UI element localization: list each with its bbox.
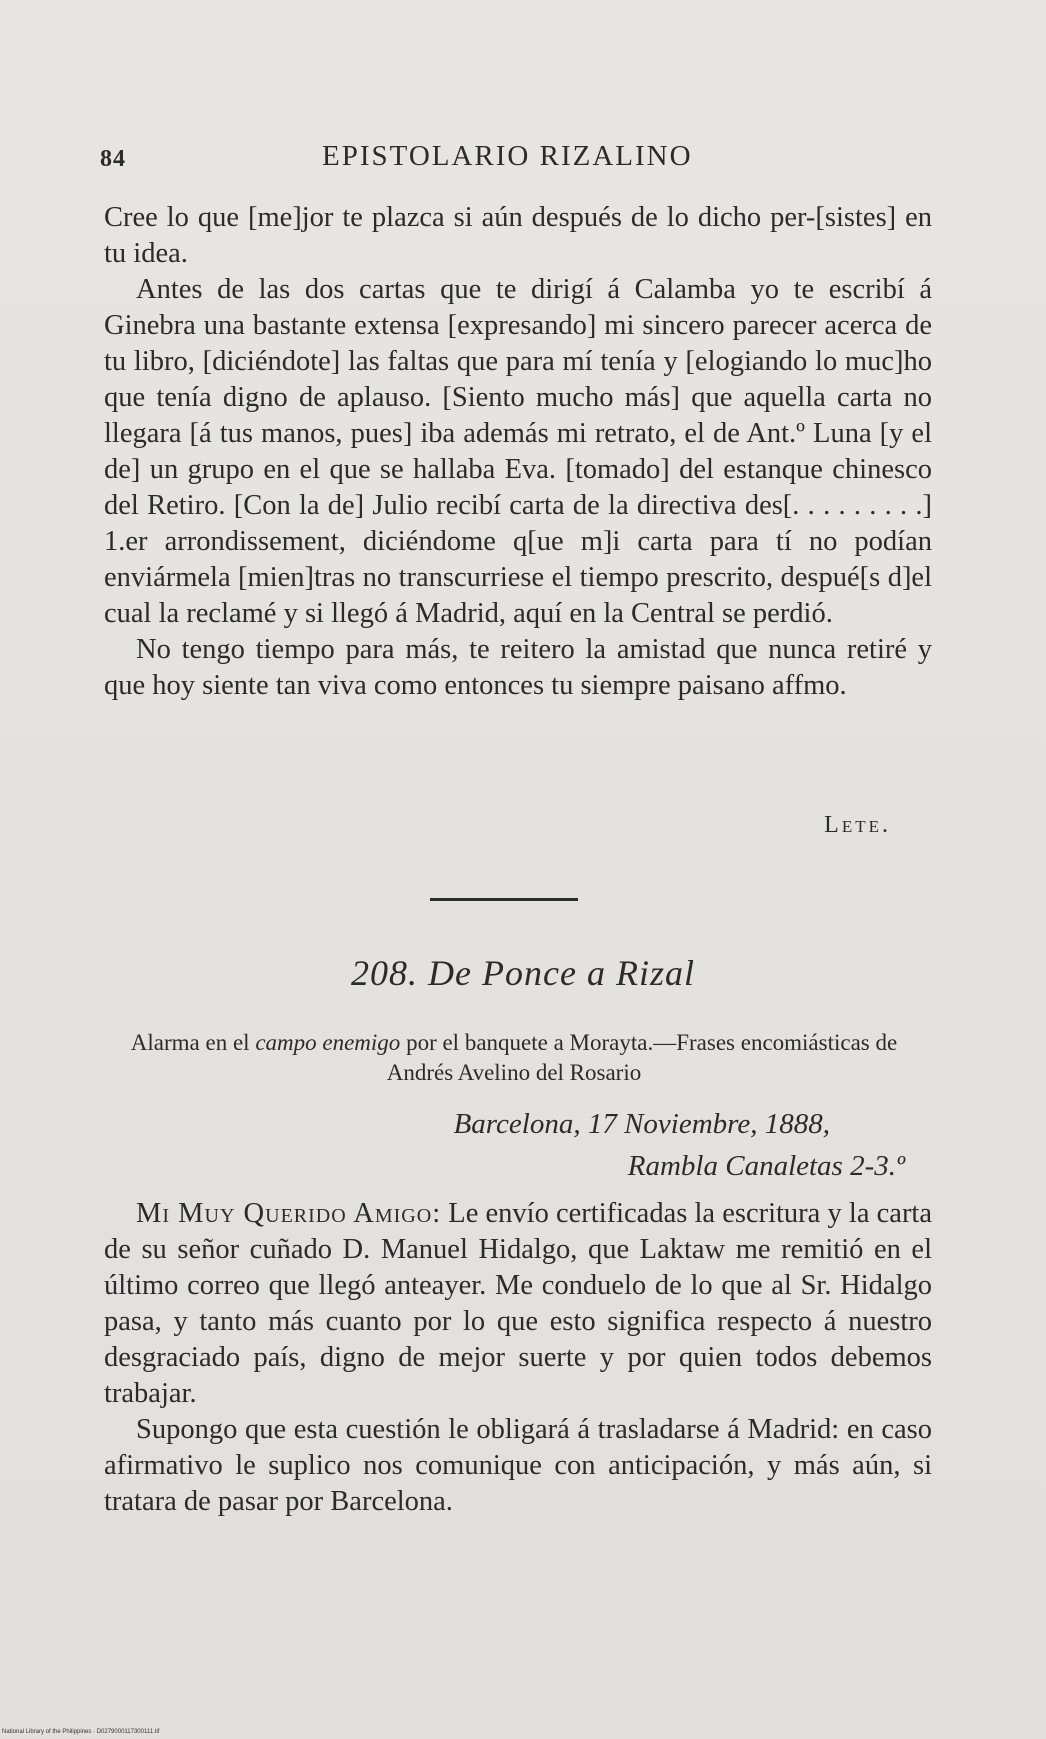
paragraph: Cree lo que [me]jor te plazca si aún después de lo dicho per-[sistes] en tu idea.	[104, 202, 932, 269]
paragraph: No tengo tiempo para más, te reitero la amistad que nunca retiré y que hoy siente tan viva como entonces tu siempre paisano affmo.	[104, 634, 932, 701]
summary-text: Alarma en el	[130, 1030, 256, 1055]
page-header	[100, 140, 930, 180]
paragraph: Antes de las dos cartas que te dirigí á Calamba yo te escribí á Ginebra una bastante extensa [expresando] mi sincero parecer acerca de tu libro, [diciéndote] las faltas que para mí tenía y [elogiando lo muc]ho que tenía digno de aplauso. [Siento mucho más] que aquella carta no llegara [á tus manos, pues] iba además mi retrato, el de Ant.º Luna [y el de] un grupo en el que se hallaba Eva. [tomado] del estanque chinesco del Retiro. [Con la de] Julio recibí carta de la directiva des[. . . . . . . . .] 1.er arrondissement, diciéndome q[ue m]i carta para tí no podían enviármela [mien]tras no transcurriese el tiempo prescrito, despué[s d]el cual la reclamé y si llegó á Madrid, aquí en la Central se perdió.	[104, 274, 932, 629]
letter-body	[104, 1196, 932, 1520]
paragraph: Supongo que esta cuestión le obligará á trasladarse á Madrid: en caso afirmativo le suplico nos comunique con anticipación, y más aún, si tratara de pasar por Barcelona.	[104, 1414, 932, 1517]
salutation: Mi Muy Querido Amigo:	[136, 1198, 442, 1229]
signature: Lete.	[824, 812, 891, 838]
paragraph	[104, 1196, 932, 1412]
running-head: EPISTOLARIO RIZALINO	[322, 140, 693, 172]
letter-title: 208. De Ponce a Rizal	[351, 953, 695, 993]
dateline-address: Rambla Canaletas 2-3.º	[627, 1150, 905, 1182]
page-number: 84	[100, 146, 126, 172]
paragraph-text: Le envío certificadas la escritura y la carta de su señor cuñado D. Manuel Hidalgo, que Laktaw me remitió en el último correo que llegó anteayer. Me conduelo de lo que al Sr. Hidalgo pasa, y tanto más cuanto por lo que esto significa respecto á nuestro desgraciado país, digno de mejor suerte y por quien todos debemos trabajar.	[104, 1198, 932, 1409]
section-divider	[430, 898, 578, 901]
summary-italic-text: campo enemigo	[255, 1030, 401, 1055]
scan-credit: National Library of the Philippines · D0279000117300111.tif	[2, 1729, 160, 1735]
summary-text: por el banquete a Morayta.—Frases encomiásticas de Andrés Avelino del Rosario	[386, 1030, 898, 1085]
letter-summary	[96, 1028, 932, 1088]
dateline-place-date: Barcelona, 17 Noviembre, 1888,	[453, 1108, 830, 1140]
previous-letter-ending	[104, 200, 932, 704]
